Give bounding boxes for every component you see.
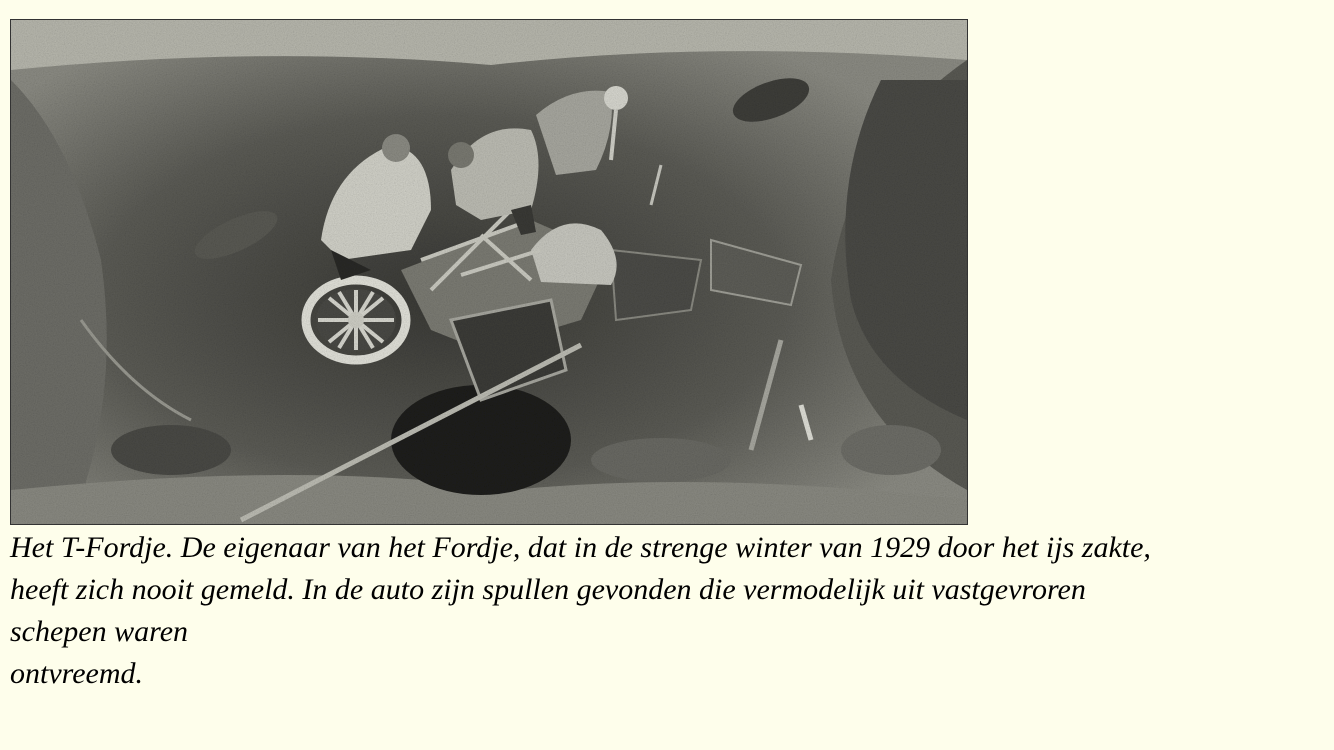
caption-line: Het T-Fordje. De eigenaar van het Fordje, dat in de strenge winter van 1929 door het ijs zakte, (10, 531, 1151, 564)
car-wheel (306, 280, 406, 360)
photo-caption (10, 527, 1320, 695)
caption-line: ontvreemd. (10, 657, 144, 690)
caption-line: schepen waren (10, 615, 189, 648)
excavation-photo (10, 19, 968, 525)
excavation-photo-drawing (11, 20, 967, 524)
caption-line: heeft zich nooit gemeld. In de auto zijn spullen gevonden die vermodelijk uit vastgevroren (10, 573, 1086, 606)
